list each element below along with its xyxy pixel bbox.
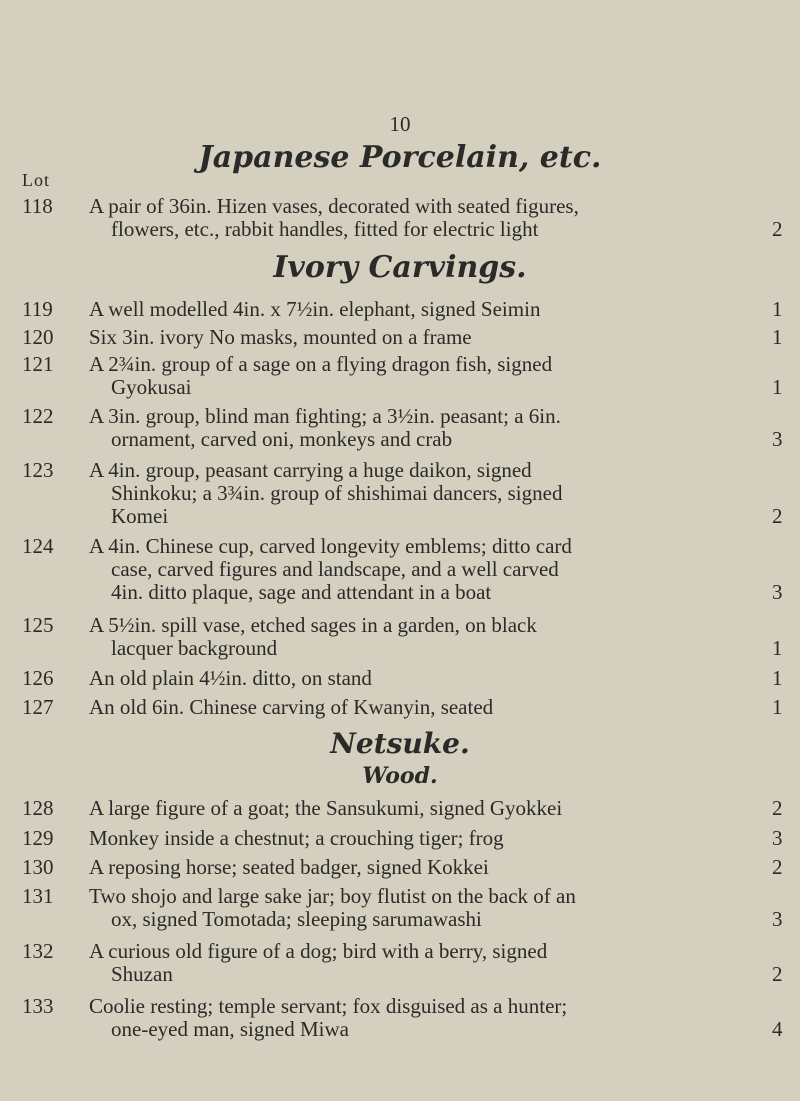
lot-description: Two shojo and large sake jar; boy flutist on the back of an ox, signed Tomotada; sleeping sarumawashi <box>89 884 576 931</box>
heading-porcelain: Japanese Porcelain, etc. <box>198 140 602 175</box>
lot-description: A 2¾in. group of a sage on a flying dragon fish, signed Gyokusai <box>89 352 553 399</box>
lot-number: 133 <box>22 994 54 1018</box>
lot-description: Six 3in. ivory No masks, mounted on a frame <box>89 325 472 349</box>
lot-price: 2 <box>772 855 783 879</box>
lot-price: 1 <box>772 325 783 349</box>
lot-number: 127 <box>22 695 54 719</box>
lot-number: 122 <box>22 404 54 428</box>
lot-number: 121 <box>22 352 54 376</box>
lot-number: 129 <box>22 826 54 850</box>
lot-price: 4 <box>772 1017 783 1041</box>
lot-number: 126 <box>22 666 54 690</box>
lot-description: An old plain 4½in. ditto, on stand <box>89 666 372 690</box>
lot-price: 3 <box>772 580 783 604</box>
lot-column-header: Lot <box>22 170 50 190</box>
lot-description: A well modelled 4in. x 7½in. elephant, signed Seimin <box>89 297 541 321</box>
lot-price: 2 <box>772 504 783 528</box>
lot-number: 131 <box>22 884 54 908</box>
heading-ivory: Ivory Carvings. <box>273 250 527 285</box>
lot-price: 1 <box>772 375 783 399</box>
lot-description: Coolie resting; temple servant; fox disguised as a hunter; one-eyed man, signed Miwa <box>89 994 568 1041</box>
lot-price: 1 <box>772 636 783 660</box>
lot-description: A pair of 36in. Hizen vases, decorated with seated figures, flowers, etc., rabbit handles, fitted for electric light <box>89 194 579 241</box>
lot-number: 125 <box>22 613 54 637</box>
page-number: 10 <box>389 112 411 136</box>
lot-price: 1 <box>772 297 783 321</box>
lot-description: A curious old figure of a dog; bird with a berry, signed Shuzan <box>89 939 548 986</box>
lot-price: 2 <box>772 217 783 241</box>
lot-description: A 5½in. spill vase, etched sages in a garden, on black lacquer background <box>89 613 537 660</box>
lot-number: 118 <box>22 194 53 218</box>
lot-number: 119 <box>22 297 53 321</box>
lot-description: A 3in. group, blind man fighting; a 3½in. peasant; a 6in. ornament, carved oni, monkeys and crab <box>89 404 561 451</box>
lot-price: 3 <box>772 427 783 451</box>
lot-price: 3 <box>772 907 783 931</box>
lot-number: 120 <box>22 325 54 349</box>
lot-price: 2 <box>772 962 783 986</box>
lot-description: A 4in. group, peasant carrying a huge daikon, signed Shinkoku; a 3¾in. group of shishimai dancers, signed Komei <box>89 458 563 528</box>
heading-netsuke: Netsuke. <box>330 727 470 760</box>
lot-price: 2 <box>772 796 783 820</box>
lot-description: A 4in. Chinese cup, carved longevity emblems; ditto card case, carved figures and landscape, and a well carved 4in. ditto plaque, sage and attendant in a boat <box>89 534 572 604</box>
lot-price: 3 <box>772 826 783 850</box>
lot-number: 130 <box>22 855 54 879</box>
lot-description: Monkey inside a chestnut; a crouching tiger; frog <box>89 826 504 850</box>
lot-number: 128 <box>22 796 54 820</box>
lot-number: 124 <box>22 534 54 558</box>
lot-description: An old 6in. Chinese carving of Kwanyin, seated <box>89 695 494 719</box>
heading-wood: Wood. <box>362 763 438 789</box>
lot-price: 1 <box>772 666 783 690</box>
lot-description: A large figure of a goat; the Sansukumi, signed Gyokkei <box>89 796 563 820</box>
lot-price: 1 <box>772 695 783 719</box>
lot-number: 132 <box>22 939 54 963</box>
lot-number: 123 <box>22 458 54 482</box>
lot-description: A reposing horse; seated badger, signed Kokkei <box>89 855 489 879</box>
